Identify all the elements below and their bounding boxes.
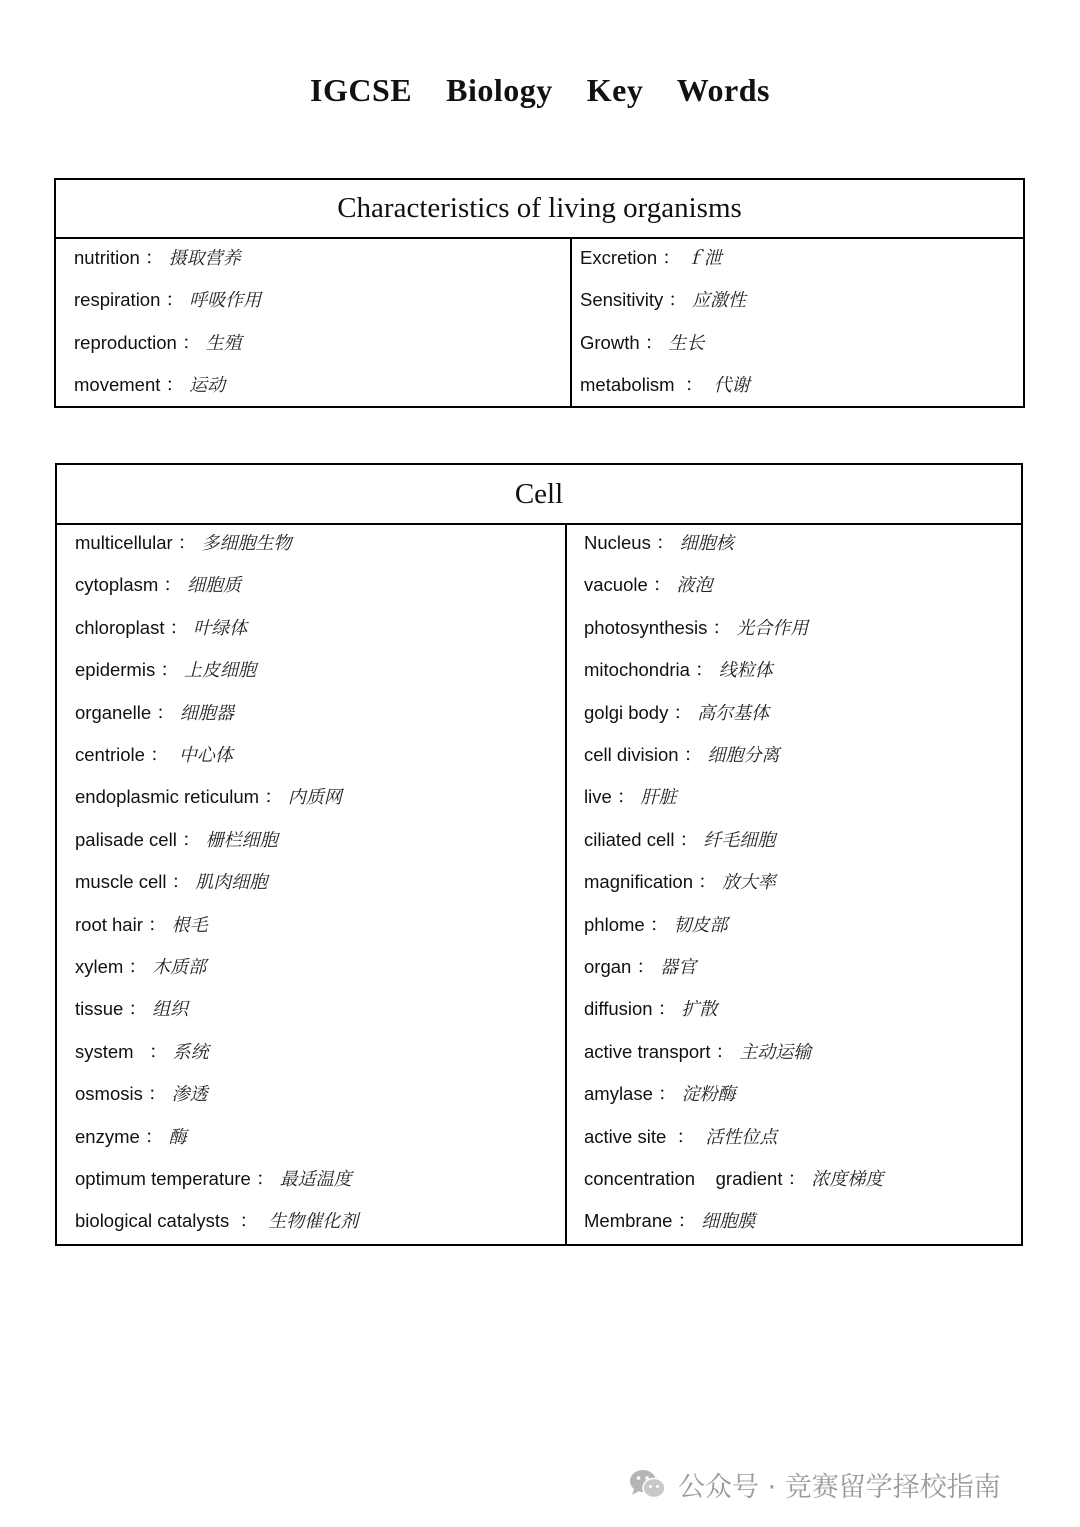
chinese-translation: 高尔基体 xyxy=(697,702,770,724)
vocab-row xyxy=(584,744,779,767)
separator: ： xyxy=(142,913,172,935)
chinese-translation: 摄取营养 xyxy=(168,248,241,269)
vocab-row xyxy=(580,374,750,397)
chinese-translation: 酶 xyxy=(168,1126,187,1148)
vocab-row xyxy=(75,956,206,979)
chinese-translation: 细胞质 xyxy=(187,575,242,597)
english-term: golgi body xyxy=(584,701,669,723)
separator: ： xyxy=(668,701,698,723)
separator: ： xyxy=(693,871,722,893)
column-divider xyxy=(565,525,567,1244)
english-term: epidermis xyxy=(75,659,156,681)
vocab-row xyxy=(75,532,291,555)
vocab-row xyxy=(584,998,717,1021)
separator: ： xyxy=(678,744,708,765)
chinese-translation: 叶绿体 xyxy=(193,617,248,639)
separator: ： xyxy=(657,247,686,268)
vocab-row xyxy=(580,289,746,312)
chinese-translation: 细胞器 xyxy=(179,702,234,724)
english-term: active site xyxy=(584,1125,667,1147)
separator: ： xyxy=(710,1040,740,1062)
separator: ： xyxy=(151,701,180,723)
english-term: Growth xyxy=(580,331,640,353)
vocab-row xyxy=(584,574,713,597)
chinese-translation: 栅栏细胞 xyxy=(205,829,278,851)
chinese-translation: 液泡 xyxy=(676,575,713,597)
vocab-row xyxy=(580,332,704,355)
vocab-row xyxy=(74,332,242,355)
chinese-translation: 组织 xyxy=(152,999,189,1021)
separator: ： xyxy=(164,616,194,638)
vocab-row xyxy=(74,374,225,397)
english-term: vacuole xyxy=(584,574,648,596)
english-term: multicellular xyxy=(75,532,173,553)
chinese-translation: 上皮细胞 xyxy=(183,660,256,682)
english-term: centriole xyxy=(75,744,145,765)
chinese-translation: 扩散 xyxy=(681,999,718,1021)
separator: ： xyxy=(631,956,661,977)
separator: ： xyxy=(123,998,153,1020)
english-term: ciliated cell xyxy=(584,828,675,850)
vocab-row xyxy=(75,871,267,894)
english-term: respiration xyxy=(74,289,161,311)
chinese-translation: 器官 xyxy=(660,957,697,978)
english-term: phlome xyxy=(584,913,645,935)
vocab-row xyxy=(584,1041,811,1064)
vocab-row xyxy=(75,702,234,725)
chinese-translation: 渗透 xyxy=(171,1084,208,1106)
vocab-row xyxy=(75,1210,358,1233)
vocab-row xyxy=(584,871,776,894)
separator: ： xyxy=(644,913,674,935)
chinese-translation: 浓度梯度 xyxy=(811,1169,884,1190)
vocab-row xyxy=(75,1041,209,1064)
chinese-translation: 活性位点 xyxy=(705,1126,778,1148)
table-cell xyxy=(55,463,1023,1246)
english-term: Membrane xyxy=(584,1210,673,1232)
english-term: Nucleus xyxy=(584,532,651,553)
vocab-row xyxy=(75,1168,352,1191)
vocab-row xyxy=(74,289,261,312)
separator: ： xyxy=(707,616,737,638)
left-column xyxy=(74,239,564,406)
separator: ： xyxy=(650,532,680,553)
vocab-row xyxy=(584,1168,883,1191)
chinese-translation: 呼吸作用 xyxy=(189,290,262,312)
separator: ： xyxy=(611,786,641,808)
chinese-translation: ｆ泄 xyxy=(685,248,722,269)
chinese-translation: 中心体 xyxy=(178,745,233,766)
separator: ： xyxy=(647,574,677,596)
chinese-translation: 韧皮部 xyxy=(673,914,728,936)
english-term: concentration gradient xyxy=(584,1168,783,1189)
watermark xyxy=(628,1462,1001,1506)
separator: ： xyxy=(672,1210,702,1232)
separator: ： xyxy=(133,1040,173,1062)
left-column xyxy=(75,525,560,1244)
column-divider xyxy=(570,239,572,406)
separator: ： xyxy=(139,1125,169,1147)
vocab-row xyxy=(584,702,769,725)
english-term: mitochondria xyxy=(584,659,690,681)
chinese-translation: 生殖 xyxy=(205,332,242,354)
vocab-row xyxy=(75,786,342,809)
vocab-row xyxy=(584,1126,777,1149)
separator: ： xyxy=(158,574,188,596)
vocab-row xyxy=(584,786,677,809)
vocab-row xyxy=(75,914,208,937)
wechat-icon xyxy=(628,1467,668,1501)
english-term: enzyme xyxy=(75,1125,140,1147)
english-term: xylem xyxy=(75,956,124,977)
english-term: Excretion xyxy=(580,247,658,268)
separator: ： xyxy=(639,331,669,353)
english-term: muscle cell xyxy=(75,871,167,893)
english-term: root hair xyxy=(75,913,143,935)
english-term: diffusion xyxy=(584,998,653,1020)
chinese-translation: 细胞核 xyxy=(679,533,734,554)
table-body xyxy=(57,525,1021,1244)
chinese-translation: 淀粉酶 xyxy=(681,1084,736,1106)
separator: ： xyxy=(674,828,704,850)
english-term: endoplasmic reticulum xyxy=(75,786,260,808)
document-title: IGCSE Biology Key Words xyxy=(310,72,770,108)
chinese-translation: 代谢 xyxy=(713,374,750,396)
vocab-row xyxy=(584,617,808,640)
chinese-translation: 肝脏 xyxy=(640,787,677,809)
chinese-translation: 线粒体 xyxy=(718,660,773,682)
vocab-row xyxy=(75,998,188,1021)
separator: ： xyxy=(176,331,206,353)
right-column xyxy=(584,525,1014,1244)
separator: ： xyxy=(142,1083,172,1105)
chinese-translation: 根毛 xyxy=(171,914,208,936)
vocab-row xyxy=(584,956,696,979)
chinese-translation: 放大率 xyxy=(721,872,776,894)
english-term: organelle xyxy=(75,701,152,723)
separator: ： xyxy=(166,871,196,893)
watermark-text: 公众号 · 竞赛留学择校指南 xyxy=(678,1471,1001,1503)
separator: ： xyxy=(160,289,190,311)
chinese-translation: 木质部 xyxy=(152,957,207,978)
table-characteristics xyxy=(54,178,1025,408)
separator: ： xyxy=(652,1083,682,1105)
english-term: optimum temperature xyxy=(75,1168,251,1189)
chinese-translation: 纤毛细胞 xyxy=(703,829,776,851)
separator: ： xyxy=(652,998,682,1020)
chinese-translation: 主动运输 xyxy=(739,1041,812,1063)
english-term: reproduction xyxy=(74,331,177,353)
right-column xyxy=(580,239,1010,406)
separator: ： xyxy=(144,744,179,765)
vocab-row xyxy=(584,532,734,555)
table-heading: Cell xyxy=(57,465,1021,525)
separator: ： xyxy=(782,1168,812,1189)
chinese-translation: 生长 xyxy=(668,332,705,354)
separator: ： xyxy=(229,1210,269,1232)
chinese-translation: 系统 xyxy=(172,1041,209,1063)
english-term: amylase xyxy=(584,1083,653,1105)
english-term: palisade cell xyxy=(75,828,177,850)
vocab-row xyxy=(74,247,241,270)
vocab-row xyxy=(75,1126,187,1149)
separator: ： xyxy=(666,1125,706,1147)
english-term: magnification xyxy=(584,871,694,893)
english-term: active transport xyxy=(584,1040,711,1062)
chinese-translation: 内质网 xyxy=(287,787,342,809)
separator: ： xyxy=(674,373,714,395)
vocab-row xyxy=(580,247,722,270)
vocab-row xyxy=(584,914,727,937)
english-term: osmosis xyxy=(75,1083,143,1105)
vocab-row xyxy=(584,1083,736,1106)
table-heading: Characteristics of living organisms xyxy=(56,180,1023,239)
separator: ： xyxy=(250,1168,280,1189)
english-term: movement xyxy=(74,373,161,395)
english-term: chloroplast xyxy=(75,616,165,638)
separator: ： xyxy=(689,659,719,681)
vocab-row xyxy=(75,829,278,852)
chinese-translation: 肌肉细胞 xyxy=(195,872,268,894)
table-body xyxy=(56,239,1023,406)
english-term: cell division xyxy=(584,744,679,765)
separator: ： xyxy=(259,786,288,808)
separator: ： xyxy=(155,659,184,681)
chinese-translation: 生物催化剂 xyxy=(268,1211,359,1233)
chinese-translation: 多细胞生物 xyxy=(201,533,292,554)
english-term: nutrition xyxy=(74,247,140,268)
vocab-row xyxy=(75,659,256,682)
chinese-translation: 细胞分离 xyxy=(707,745,780,766)
english-term: cytoplasm xyxy=(75,574,159,596)
english-term: live xyxy=(584,786,612,808)
english-term: Sensitivity xyxy=(580,289,664,311)
separator: ： xyxy=(139,247,169,268)
english-term: tissue xyxy=(75,998,124,1020)
english-term: system xyxy=(75,1040,134,1062)
chinese-translation: 应激性 xyxy=(692,290,747,312)
vocab-row xyxy=(75,574,241,597)
separator: ： xyxy=(176,828,206,850)
chinese-translation: 运动 xyxy=(189,374,226,396)
vocab-row xyxy=(75,1083,208,1106)
separator: ： xyxy=(663,289,693,311)
english-term: metabolism xyxy=(580,373,675,395)
chinese-translation: 细胞膜 xyxy=(701,1211,756,1233)
chinese-translation: 光合作用 xyxy=(736,617,809,639)
vocab-row xyxy=(584,1210,755,1233)
vocab-row xyxy=(584,829,775,852)
vocab-row xyxy=(584,659,773,682)
english-term: organ xyxy=(584,956,632,977)
vocab-row xyxy=(75,744,233,767)
separator: ： xyxy=(172,532,202,553)
separator: ： xyxy=(123,956,153,977)
english-term: photosynthesis xyxy=(584,616,708,638)
chinese-translation: 最适温度 xyxy=(279,1169,352,1190)
separator: ： xyxy=(160,373,190,395)
vocab-row xyxy=(75,617,247,640)
english-term: biological catalysts xyxy=(75,1210,230,1232)
